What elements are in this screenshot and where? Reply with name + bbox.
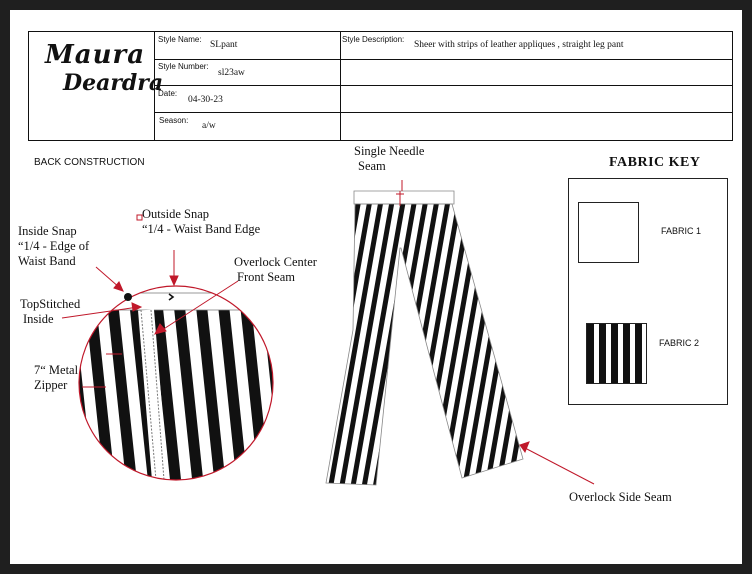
single-needle-line1: Single Needle: [354, 144, 425, 158]
inside-snap-line1: Inside Snap: [18, 224, 77, 238]
spec-sheet: [10, 10, 742, 564]
brand-logo-line1: Maura: [45, 40, 146, 70]
inside-snap-line3: Waist Band: [18, 254, 76, 268]
overlock-front-line2: Front Seam: [237, 270, 295, 284]
style-number-label: Style Number:: [158, 62, 209, 71]
zipper-line2: Zipper: [34, 378, 68, 392]
zipper-callout: [34, 363, 78, 393]
fabric-key-title: FABRIC KEY: [609, 155, 701, 170]
style-name-value: SLpant: [210, 40, 238, 50]
section-title: BACK CONSTRUCTION: [34, 157, 145, 168]
overlock-side-callout: Overlock Side Seam: [569, 490, 672, 504]
pants-illustration: [326, 191, 523, 485]
brand-logo-line2: Deardra: [63, 70, 164, 96]
fabric1-label: FABRIC 1: [661, 226, 702, 236]
season-label: Season:: [159, 116, 189, 125]
zipper-line1: 7“ Metal: [34, 363, 79, 377]
style-name-label: Style Name:: [158, 35, 202, 44]
overlock-front-line1: Overlock Center: [234, 255, 317, 269]
inside-snap-line2: “1/4 - Edge of: [18, 239, 90, 253]
single-needle-line2: Seam: [358, 159, 386, 173]
topstitched-line2: Inside: [23, 312, 54, 326]
season-value: a/w: [202, 121, 216, 131]
outside-snap-line2: “1/4 - Waist Band Edge: [142, 222, 261, 236]
drawing-layer: [10, 10, 742, 564]
fabric2-label: FABRIC 2: [659, 338, 700, 348]
style-description-value: Sheer with strips of leather appliques , straight leg pant: [414, 40, 624, 50]
date-value: 04-30-23: [188, 95, 223, 105]
style-description-label: Style Description:: [342, 35, 405, 44]
style-number-value: sl23aw: [218, 68, 245, 78]
detail-circle: [70, 280, 290, 490]
topstitched-line1: TopStitched: [20, 297, 81, 311]
outside-snap-line1: Outside Snap: [142, 207, 210, 221]
date-label: Date:: [158, 89, 178, 98]
